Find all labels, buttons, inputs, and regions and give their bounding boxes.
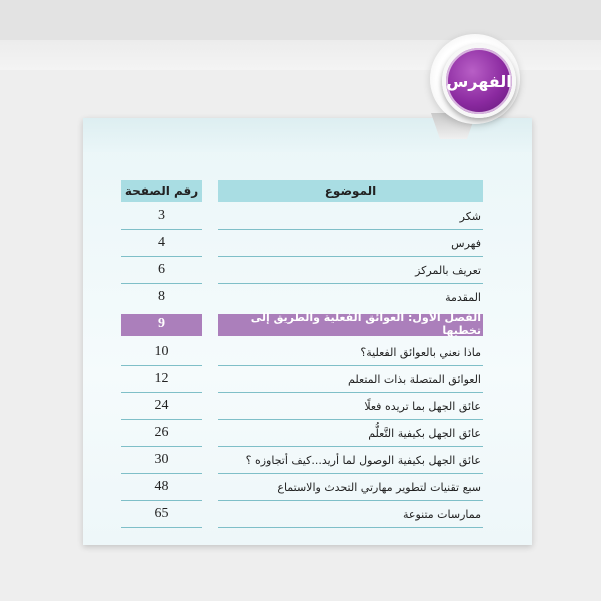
toc-entry-page[interactable]: 12 — [154, 371, 169, 386]
row-divider — [218, 527, 483, 528]
row-divider — [218, 283, 483, 284]
row-divider — [218, 365, 483, 366]
row-divider — [121, 500, 202, 501]
toc-entry-page[interactable]: 8 — [158, 289, 165, 304]
toc-entry-title[interactable]: تعريف بالمركز — [415, 263, 481, 277]
toc-entry-page[interactable]: 48 — [154, 479, 169, 494]
row-divider — [218, 419, 483, 420]
toc-entry-title[interactable]: الفصل الأول: العوائق الفعلية والطريق إلى تخطيها — [250, 311, 481, 337]
toc-entry-title[interactable]: عائق الجهل بكيفية الوصول لما أريد...كيف أتجاوزه ؟ — [245, 453, 481, 467]
row-divider — [121, 419, 202, 420]
toc-entry-page[interactable]: 30 — [154, 452, 169, 467]
row-divider — [218, 392, 483, 393]
index-badge-label: الفهرس — [446, 71, 512, 91]
page-number-header: رقم الصفحة — [121, 180, 202, 202]
row-divider — [121, 365, 202, 366]
toc-entry-page[interactable]: 65 — [154, 506, 169, 521]
row-divider — [121, 229, 202, 230]
row-divider — [218, 446, 483, 447]
toc-entry-page[interactable]: 4 — [158, 235, 165, 250]
toc-entry-title[interactable]: عائق الجهل بكيفية التَّعلُّم — [368, 426, 481, 440]
row-divider — [121, 283, 202, 284]
background-band-top — [0, 0, 601, 40]
toc-entry-title[interactable]: شكر — [459, 209, 481, 223]
toc-entry-page[interactable]: 24 — [154, 398, 169, 413]
row-divider — [218, 256, 483, 257]
toc-entry-title[interactable]: ممارسات متنوعة — [402, 507, 481, 521]
row-divider — [121, 256, 202, 257]
toc-entry-page[interactable]: 3 — [158, 208, 165, 223]
toc-entry-title[interactable]: عائق الجهل بما تريده فعلًا — [364, 399, 481, 413]
row-divider — [218, 229, 483, 230]
toc-entry-page[interactable]: 6 — [158, 262, 165, 277]
toc-entry-page[interactable]: 9 — [158, 316, 165, 331]
row-divider — [121, 392, 202, 393]
row-divider — [121, 527, 202, 528]
row-divider — [218, 473, 483, 474]
toc-entry-title[interactable]: سبع تقنيات لتطوير مهارتي التحدث والاستماع — [277, 480, 481, 494]
toc-entry-title[interactable]: ماذا نعني بالعوائق الفعلية؟ — [360, 345, 481, 359]
row-divider — [121, 473, 202, 474]
row-divider — [218, 500, 483, 501]
topic-header: الموضوع — [218, 180, 483, 202]
toc-entry-title[interactable]: العوائق المتصلة بذات المتعلم — [348, 372, 481, 386]
toc-entry-page[interactable]: 26 — [154, 425, 169, 440]
toc-entry-page[interactable]: 10 — [154, 344, 169, 359]
toc-entry-title[interactable]: المقدمة — [445, 290, 481, 304]
index-badge — [442, 44, 516, 118]
row-divider — [121, 446, 202, 447]
toc-entry-title[interactable]: فهرس — [451, 236, 481, 250]
